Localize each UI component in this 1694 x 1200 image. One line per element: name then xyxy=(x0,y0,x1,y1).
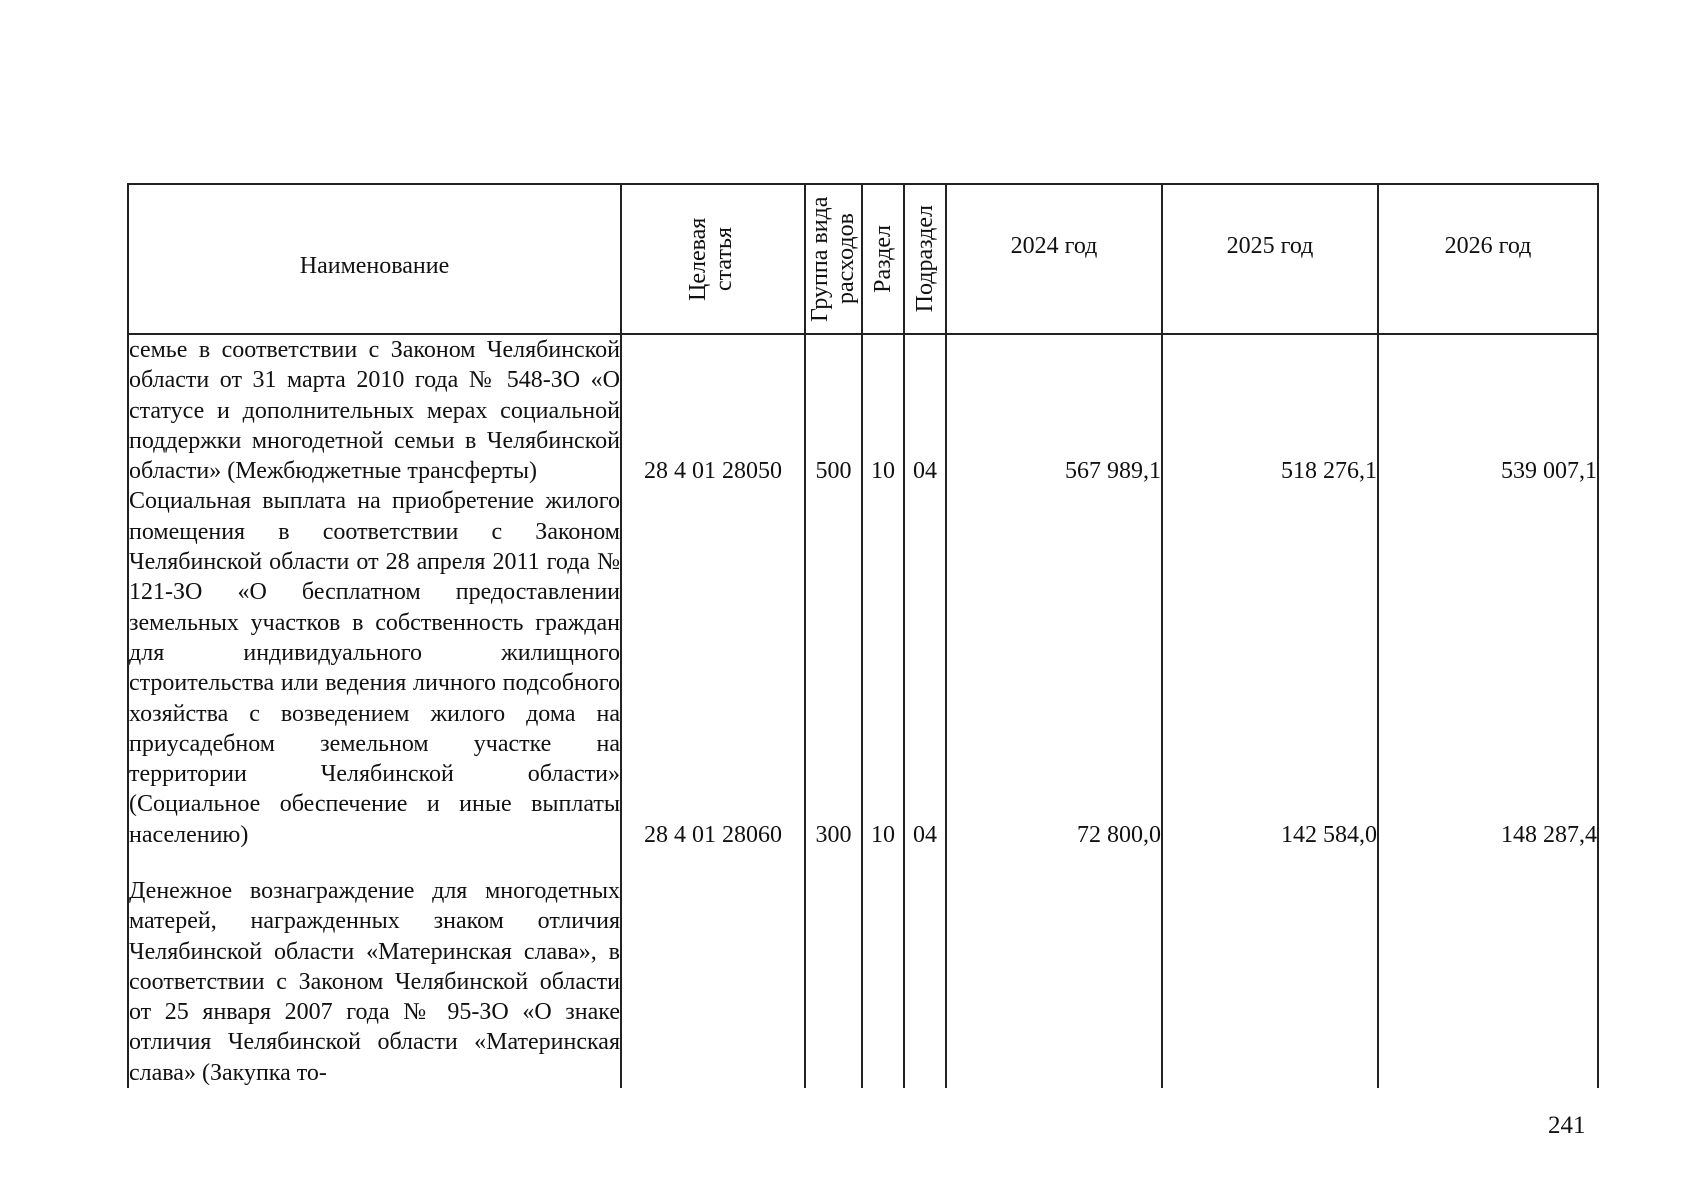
row-name: Денежное вознаграждение для многодетных матерей, награжденных знаком отличия Челябинской области «Материнская слава», в соответствии с Законом Челябинской области от 25 января 2007 года № 95-ЗО «О знаке отличия Челябинской области «Материнская слава» (Закупка то- xyxy=(128,850,621,1088)
header-target-article: Целевая статья xyxy=(621,184,805,334)
row-subsection: 04 xyxy=(904,486,946,850)
table-row xyxy=(128,486,1598,850)
header-expense-group: Группа вида расходов xyxy=(805,184,862,334)
row-amount-2025 xyxy=(1162,850,1378,1088)
header-subsection: Подраздел xyxy=(904,184,946,334)
row-name: Социальная выплата на приобретение жилого помещения в соответствии с Законом Челябинской области от 28 апреля 2011 года № 121-ЗО «О бесплатном предоставлении земельных участков в собственность граждан для индивидуального жилищного строительства или ведения личного подсобного хозяйства с возведением жилого дома на приусадебном земельном участке на территории Челябинской области» (Социальное обеспечение и иные выплаты населению) xyxy=(128,486,621,850)
row-amount-2024: 567 989,1 xyxy=(946,334,1162,486)
row-subsection: 04 xyxy=(904,334,946,486)
page-number: 241 xyxy=(1548,1112,1586,1139)
row-amount-2024 xyxy=(946,850,1162,1088)
row-amount-2026: 148 287,4 xyxy=(1378,486,1598,850)
header-2025: 2025 год xyxy=(1162,184,1378,334)
row-amount-2026 xyxy=(1378,850,1598,1088)
row-section: 10 xyxy=(862,334,904,486)
row-amount-2026: 539 007,1 xyxy=(1378,334,1598,486)
table-row xyxy=(128,334,1598,486)
header-row xyxy=(128,184,1598,334)
row-subsection xyxy=(904,850,946,1088)
row-amount-2025: 518 276,1 xyxy=(1162,334,1378,486)
header-name: Наименование xyxy=(128,184,621,334)
row-target-article xyxy=(621,850,805,1088)
budget-table xyxy=(127,183,1599,1088)
row-amount-2025: 142 584,0 xyxy=(1162,486,1378,850)
row-expense-group: 500 xyxy=(805,334,862,486)
row-target-article: 28 4 01 28050 xyxy=(621,334,805,486)
table-row xyxy=(128,850,1598,1088)
row-section: 10 xyxy=(862,486,904,850)
header-section: Раздел xyxy=(862,184,904,334)
row-amount-2024: 72 800,0 xyxy=(946,486,1162,850)
row-name: семье в соответствии с Законом Челябинской области от 31 марта 2010 года № 548-ЗО «О статусе и дополнительных мерах социальной поддержки многодетной семьи в Челябинской области» (Межбюджетные трансферты) xyxy=(128,334,621,486)
row-expense-group xyxy=(805,850,862,1088)
row-expense-group: 300 xyxy=(805,486,862,850)
header-2026: 2026 год xyxy=(1378,184,1598,334)
header-2024: 2024 год xyxy=(946,184,1162,334)
row-target-article: 28 4 01 28060 xyxy=(621,486,805,850)
row-section xyxy=(862,850,904,1088)
